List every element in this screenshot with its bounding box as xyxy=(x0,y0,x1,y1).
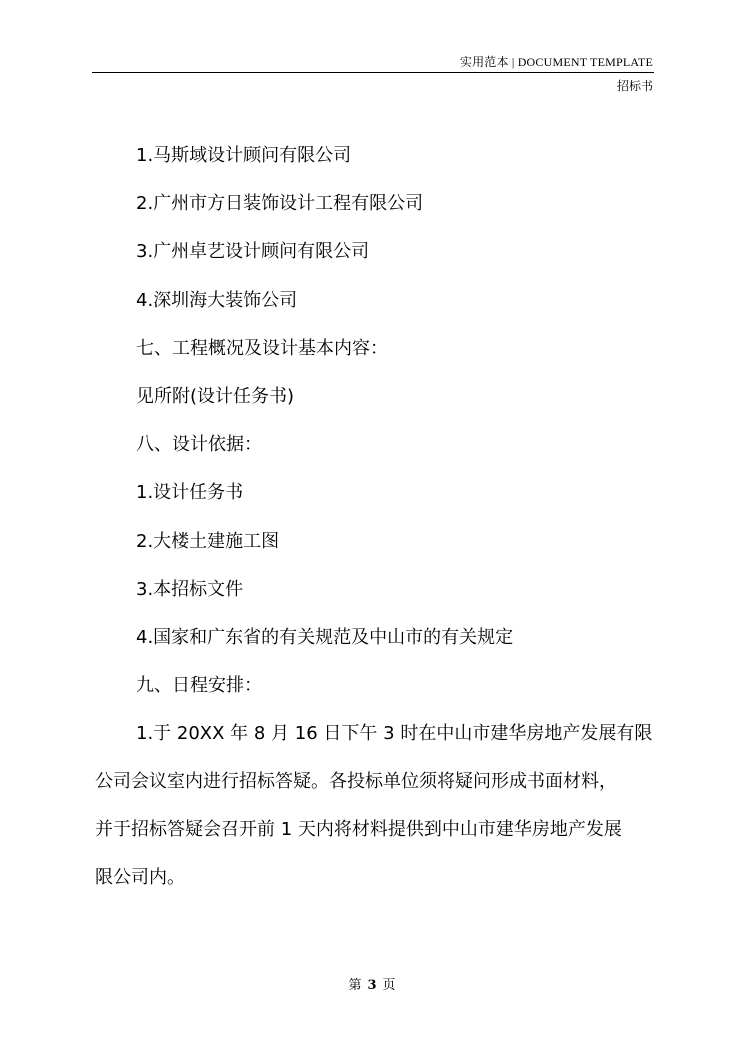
page-prefix: 第 xyxy=(348,978,362,993)
paragraph-line: 公司会议室内进行招标答疑。各投标单位须将疑问形成书面材料， xyxy=(95,771,617,793)
list-item: 2.广州市方日装饰设计工程有限公司 xyxy=(136,193,424,215)
list-item: 3.本招标文件 xyxy=(136,578,244,600)
section-heading: 八、设计依据： xyxy=(136,434,262,456)
list-item: 1.设计任务书 xyxy=(136,482,244,504)
header-title: 实用范本 | DOCUMENT TEMPLATE xyxy=(459,55,653,69)
document-body xyxy=(95,144,656,902)
header-divider xyxy=(92,72,654,73)
paragraph-line: 1.于 20XX 年 8 月 16 日下午 3 时在中山市建华房地产发展有限 xyxy=(136,723,653,745)
list-item: 1.马斯域设计顾问有限公司 xyxy=(136,145,352,166)
list-item: 4.国家和广东省的有关规范及中山市的有关规定 xyxy=(136,626,514,648)
paragraph: 见所附(设计任务书) xyxy=(136,385,295,407)
page-number: 3 xyxy=(367,978,377,993)
list-item: 2.大楼土建施工图 xyxy=(136,530,280,552)
page-suffix: 页 xyxy=(382,978,396,993)
list-item: 3.广州卓艺设计顾问有限公司 xyxy=(136,241,370,263)
section-heading: 九、日程安排： xyxy=(136,675,262,697)
section-heading: 七、工程概况及设计基本内容： xyxy=(136,337,388,359)
page-footer xyxy=(0,974,744,993)
list-item: 4.深圳海大装饰公司 xyxy=(136,289,298,311)
paragraph-line: 限公司内。 xyxy=(95,867,185,889)
schedule-paragraph xyxy=(95,710,656,902)
paragraph-line: 并于招标答疑会召开前 1 天内将材料提供到中山市建华房地产发展 xyxy=(95,819,622,841)
header-subtitle: 招标书 xyxy=(616,79,653,93)
